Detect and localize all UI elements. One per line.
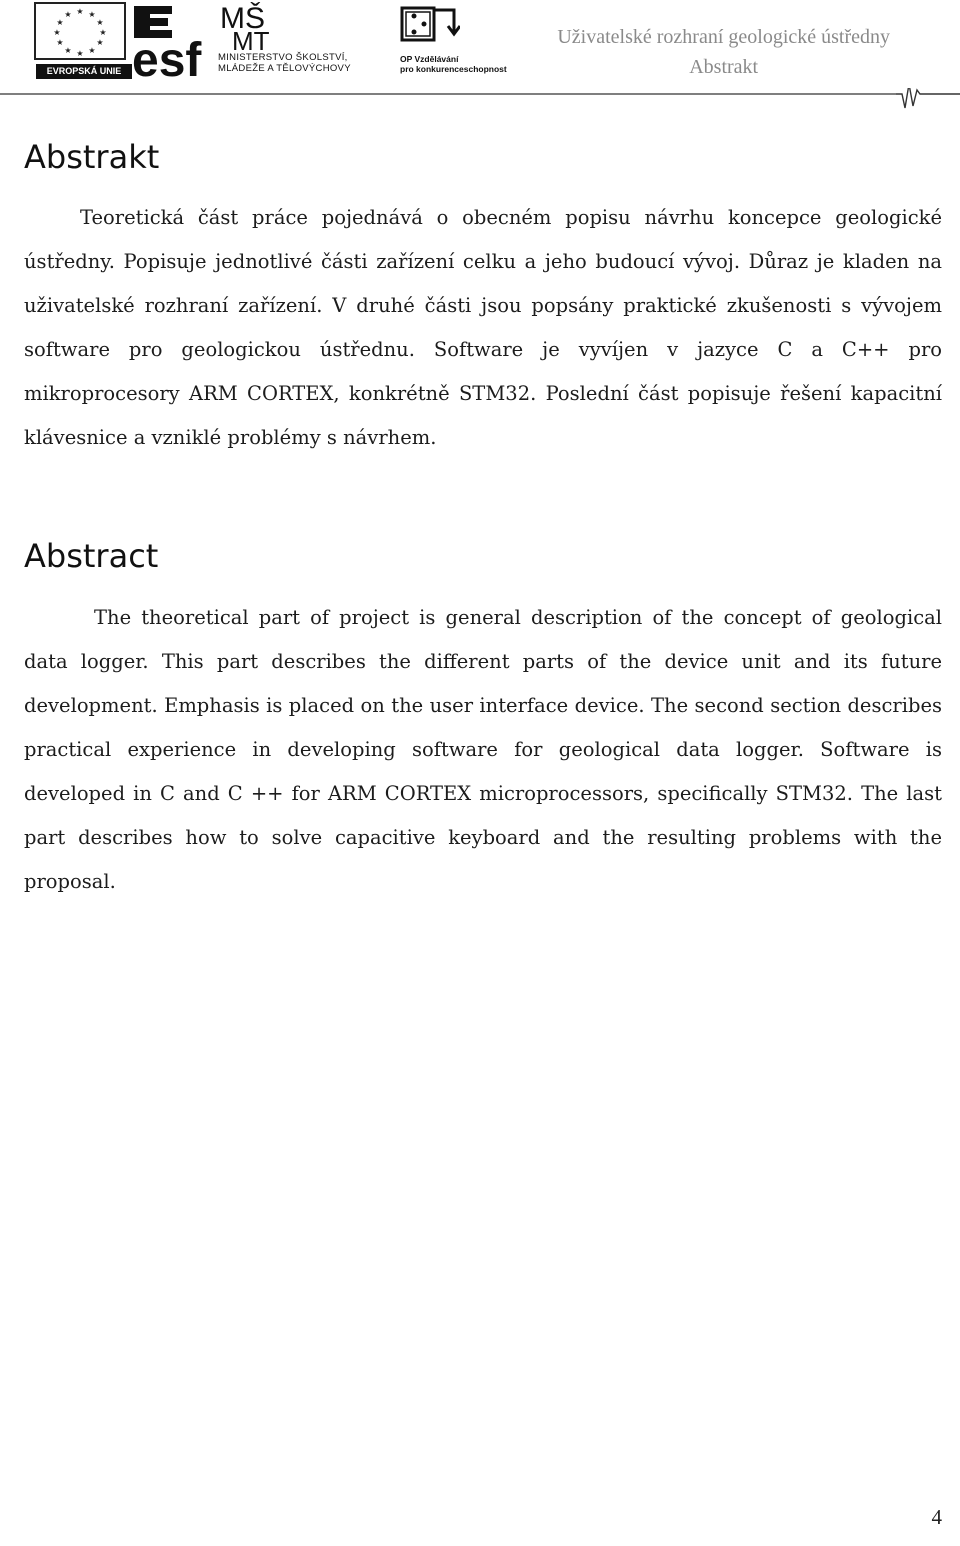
section-heading-abstract: Abstract [24, 537, 159, 575]
msmt-logo-text [218, 52, 398, 74]
op-logo-text [400, 54, 510, 74]
svg-text:★: ★ [64, 10, 72, 19]
svg-text:★: ★ [88, 10, 96, 19]
msmt-line-1: MINISTERSTVO ŠKOLSTVÍ, [218, 52, 348, 63]
page-number: 4 [931, 1505, 942, 1529]
msmt-line-2: MLÁDEŽE A TĚLOVÝCHOVY [218, 63, 351, 74]
op-line-2: pro konkurenceschopnost [400, 64, 507, 74]
running-title: Uživatelské rozhraní geologické ústředny [557, 26, 890, 48]
svg-text:★: ★ [96, 38, 104, 47]
section-heading-abstrakt: Abstrakt [24, 138, 160, 176]
running-section: Abstrakt [689, 56, 759, 78]
msmt-logo [218, 2, 398, 78]
abstrakt-paragraph: Teoretická část práce pojednává o obecném popisu návrhu koncepce geologické ústředny. Popisuje jednotlivé části zařízení celku a jeho budoucí vývoj. Důraz je kladen na uživatelské rozhraní zařízení. V druhé části jsou popsány praktické zkušenosti s vývojem software pro geologickou ústřednu. Software je vyvíjen v jazyce C a C++ pro mikroprocesory ARM CORTEX, konkrétně STM32. Poslední část popisuje řešení kapacitní klávesnice a vzniklé problémy s návrhem. [24, 206, 942, 449]
page-header [0, 0, 960, 110]
svg-text:esf: esf [132, 34, 202, 78]
svg-text:★: ★ [53, 28, 61, 37]
op-line-1: OP Vzdělávání [400, 54, 459, 64]
eu-flag-logo [34, 2, 126, 76]
svg-text:MŠ: MŠ [220, 2, 265, 35]
svg-text:★: ★ [99, 28, 107, 37]
esf-logo [132, 2, 212, 78]
svg-text:★: ★ [56, 38, 64, 47]
header-rule-with-waveform [0, 88, 960, 112]
svg-text:★: ★ [76, 7, 84, 16]
eu-logo-label: EVROPSKÁ UNIE [36, 64, 132, 79]
op-logo [400, 2, 510, 78]
svg-text:MT: MT [232, 26, 270, 52]
svg-text:★: ★ [56, 18, 64, 27]
abstract-paragraph: The theoretical part of project is general description of the concept of geological data logger. This part describes the different parts of the device unit and its future development. Emphasis is placed on the user interface device. The second section describes practical experience in developing software for geological data logger. Software is developed in C and C ++ for ARM CORTEX microprocessors, specifically STM32. The last part describes how to solve capacitive keyboard and the resulting problems with the proposal. [24, 606, 942, 893]
svg-text:★: ★ [96, 18, 104, 27]
running-head [557, 22, 890, 82]
svg-text:★: ★ [64, 46, 72, 55]
svg-text:★: ★ [88, 46, 96, 55]
svg-text:★: ★ [76, 49, 84, 58]
